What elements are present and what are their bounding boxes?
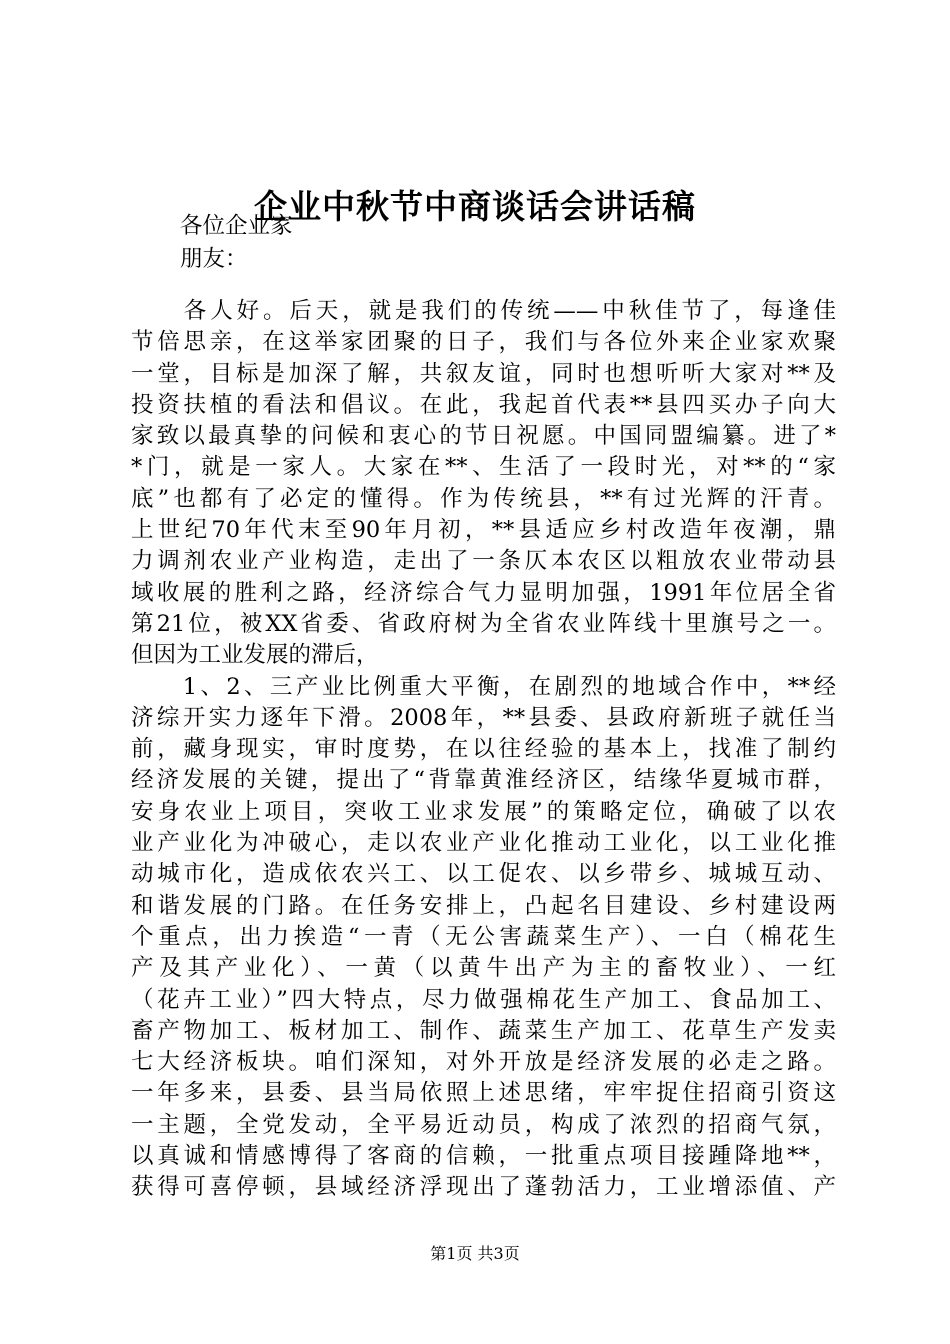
- body-line: 动城市化，造成依农兴工、以工促农、以乡带乡、城城互动、: [131, 861, 836, 888]
- document-body: [131, 296, 836, 1204]
- body-line: 上世纪70年代末至90年月初，**县适应乡村改造年夜潮，鼎: [131, 517, 836, 544]
- document-title: 企业中秋节中商谈话会讲话稿: [254, 187, 696, 226]
- body-line: *门，就是一家人。大家在**、生活了一段时光，对**的“家: [131, 454, 836, 481]
- body-line: 一年多来，县委、县当局依照上述思绪，牢牢捉住招商引资这: [131, 1080, 836, 1107]
- body-line: 以真诚和情感博得了客商的信赖，一批重点项目接踵降地**，: [131, 1143, 836, 1170]
- salutation-line-2: 朋友：: [180, 246, 248, 272]
- body-line: 1、2、三产业比例重大平衡，在剧烈的地域合作中，**经: [131, 673, 836, 700]
- salutation-line-1: 各位企业家: [180, 213, 293, 239]
- body-line: 业产业化为冲破心，走以农业产业化推动工业化，以工业化推: [131, 830, 836, 857]
- body-line: 节倍思亲，在这举家团聚的日子，我们与各位外来企业家欢聚: [131, 329, 836, 356]
- body-line: 但因为工业发展的滞后，: [131, 642, 379, 669]
- body-line: 第21位，被XX省委、省政府树为全省农业阵线十里旗号之一。: [131, 610, 836, 637]
- body-line: （花卉工业）”四大特点，尽力做强棉花生产加工、食品加工、: [131, 986, 836, 1013]
- body-line: 七大经济板块。咱们深知，对外开放是经济发展的必走之路。: [131, 1049, 836, 1076]
- body-line: 域收展的胜利之路，经济综合气力显明加强，1991年位居全省: [131, 579, 836, 606]
- body-line: 畜产物加工、板材加工、制作、蔬菜生产加工、花草生产发卖: [131, 1017, 836, 1044]
- body-line: 一堂，目标是加深了解，共叙友谊，同时也想听听大家对**及: [131, 360, 836, 387]
- body-line: 获得可喜停顿，县域经济浮现出了蓬勃活力，工业增添值、产: [131, 1174, 836, 1201]
- body-line: 各人好。后天，就是我们的传统——中秋佳节了，每逢佳: [131, 298, 836, 324]
- body-line: 底”也都有了必定的懂得。作为传统县，**有过光辉的汗青。: [131, 485, 836, 512]
- page-number-footer: 第1页 共3页: [430, 1244, 520, 1263]
- body-line: 力调剂农业产业构造，走出了一条仄本农区以粗放农业带动县: [131, 548, 836, 575]
- body-line: 前，藏身现实，审时度势，在以往经验的基本上，找准了制约: [131, 736, 836, 763]
- body-line: 一主题，全党发动，全平易近动员，构成了浓烈的招商气氛，: [131, 1111, 836, 1138]
- body-line: 经济发展的关键，提出了“背靠黄淮经济区，结缘华夏城市群，: [131, 767, 836, 794]
- body-line: 安身农业上项目，突收工业求发展”的策略定位，确破了以农: [131, 798, 836, 825]
- body-line: 和谐发展的门路。在任务安排上，凸起名目建设、乡村建设两: [131, 892, 836, 919]
- body-line: 产及其产业化）、一黄（以黄牛出产为主的畜牧业）、一红: [131, 955, 836, 982]
- body-line: 家致以最真挚的问候和衷心的节日祝愿。中国同盟编纂。进了*: [131, 423, 836, 450]
- body-line: 个重点，出力挨造“一青（无公害蔬菜生产）、一白（棉花生: [131, 923, 836, 950]
- body-line: 投资扶植的看法和倡议。在此，我起首代表**县四买办子向大: [131, 391, 836, 418]
- body-line: 济综开实力逐年下滑。2008年，**县委、县政府新班子就任当: [131, 704, 836, 731]
